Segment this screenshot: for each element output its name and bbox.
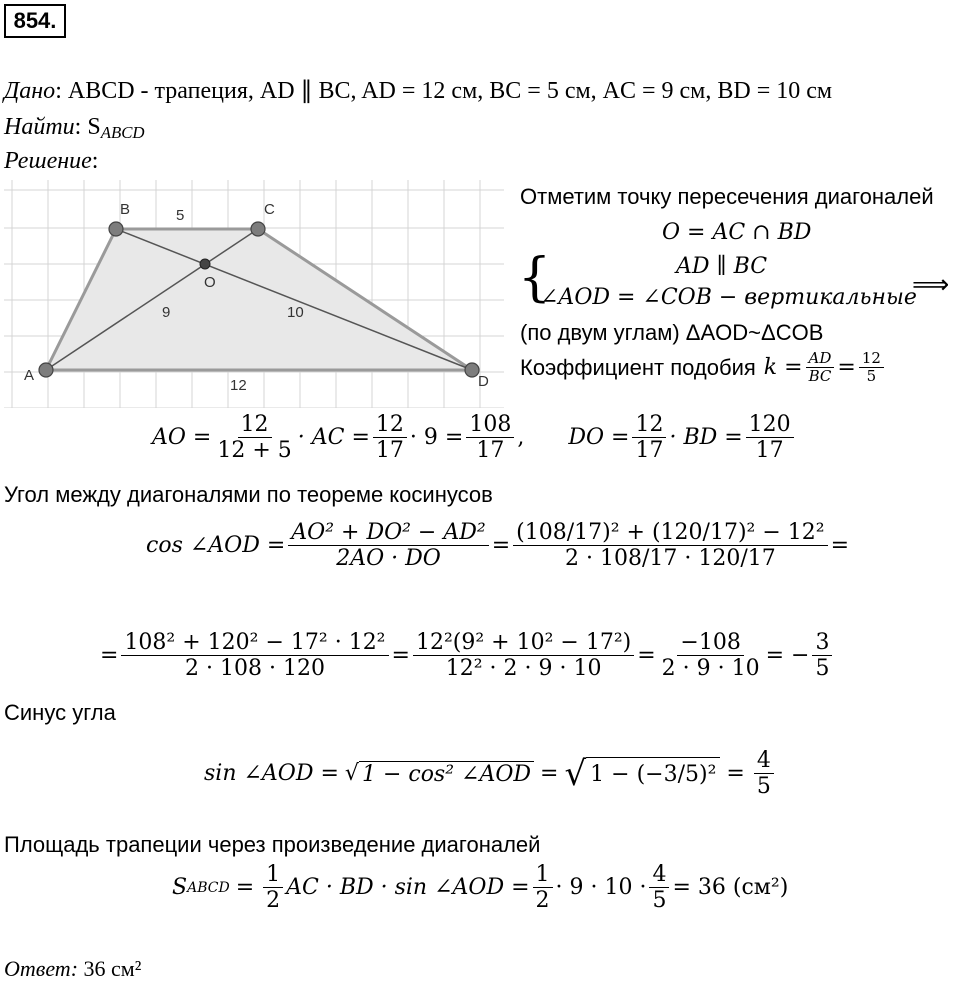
point-c bbox=[251, 222, 265, 236]
point-b bbox=[109, 222, 123, 236]
right-line-4-text: ∠AOD = ∠COB − вертикальные bbox=[540, 285, 917, 310]
implies-arrow: ⟹ bbox=[912, 270, 950, 299]
cos-big-num: (108/17)² + (120/17)² − 12² bbox=[513, 520, 827, 546]
ratio-prefix: Коэффициент подобия bbox=[520, 354, 756, 380]
point-o bbox=[200, 259, 210, 269]
area-q-num: 4 bbox=[649, 862, 669, 888]
cos-intro: Угол между диагоналями по теореме косинусов bbox=[4, 482, 493, 507]
ao-frac-2 bbox=[373, 412, 407, 464]
area-half-1 bbox=[263, 862, 283, 914]
do-f5-num: 120 bbox=[746, 412, 794, 438]
area-line: S ABCD = $\frac{1}{2}$ AC · BD · sin ∠AOD = $\frac{1}{2}$ · 9 · 10 · $\frac{4}{5}$ = 36 (см²) bbox=[172, 862, 789, 914]
area-s: S bbox=[172, 875, 188, 901]
area-mid: AC · BD · sin ∠AOD = bbox=[286, 875, 530, 901]
cos-big-den: 2 · 108/17 · 120/17 bbox=[564, 546, 776, 572]
cos-lhs: cos ∠AOD = bbox=[146, 533, 286, 559]
label-b: B bbox=[120, 201, 131, 218]
right-line-1: Отметим точку пересечения диагоналей bbox=[520, 184, 934, 209]
do-f4-num: 12 bbox=[632, 412, 666, 438]
ratio-den: BC bbox=[808, 367, 832, 386]
problem-number: 854. bbox=[4, 4, 66, 38]
cos2-f2-den: 12² · 2 · 9 · 10 bbox=[445, 656, 602, 682]
cos-f1-num: AO² + DO² − AD² bbox=[288, 520, 488, 546]
given-label: Дано bbox=[4, 78, 56, 104]
area-intro: Площадь трапеции через произведение диагоналей bbox=[4, 832, 541, 857]
cos-line-1 bbox=[146, 520, 849, 572]
cos2-f3-num: −108 bbox=[677, 630, 743, 656]
cos2-f1-den: 2 · 108 · 120 bbox=[185, 656, 325, 682]
do-mid: · BD = bbox=[669, 425, 743, 451]
area-quot bbox=[649, 862, 669, 914]
area-half-2 bbox=[533, 862, 553, 914]
sin-lhs: sin ∠AOD = bbox=[204, 761, 339, 787]
cos2-eq-1: = bbox=[391, 643, 410, 669]
cos2-f1-num: 108² + 120² − 17² · 12² bbox=[121, 630, 388, 656]
cos2-frac-2 bbox=[413, 630, 634, 682]
find-line bbox=[4, 114, 145, 141]
ao-lhs: AO = bbox=[152, 425, 212, 451]
solution-label: Решение bbox=[4, 148, 92, 174]
label-d: D bbox=[478, 373, 489, 390]
ao-f2-den: 17 bbox=[375, 438, 404, 464]
cos2-eq-0: = bbox=[100, 643, 119, 669]
find-sub: ABCD bbox=[100, 123, 145, 143]
label-a: A bbox=[24, 367, 35, 384]
sin-eq-2: = bbox=[726, 761, 745, 787]
sin-intro: Синус угла bbox=[4, 700, 116, 725]
ao-mid-1: · AC = bbox=[297, 425, 370, 451]
ao-f1-num: 12 bbox=[238, 412, 272, 438]
cos2-f4-num: 3 bbox=[812, 630, 832, 656]
do-lhs: DO = bbox=[568, 425, 630, 451]
ratio-value-num: 12 bbox=[859, 350, 884, 368]
right-line-5: (по двум углам) ΔAOD~ΔCOB bbox=[520, 320, 824, 345]
cos-eq-2: = bbox=[830, 533, 850, 559]
find-label: Найти bbox=[4, 114, 75, 140]
area-eq: = bbox=[235, 875, 255, 901]
sin-res-num: 4 bbox=[754, 748, 774, 774]
sin-res-den: 5 bbox=[756, 774, 771, 800]
sin-sqrt-2: 1 − (−3/5)² bbox=[586, 757, 720, 791]
label-bc-length: 5 bbox=[176, 207, 185, 224]
ratio-num: AD bbox=[806, 350, 835, 368]
cos2-f4-den: 5 bbox=[815, 656, 830, 682]
cos2-eq-2: = bbox=[637, 643, 656, 669]
answer-label: Ответ: bbox=[4, 956, 79, 981]
sin-eq-1: = bbox=[540, 761, 559, 787]
ao-do-line bbox=[152, 412, 797, 464]
ratio-frac bbox=[806, 350, 835, 386]
area-h1-num: 1 bbox=[263, 862, 283, 888]
ao-frac-3 bbox=[466, 412, 514, 464]
ao-frac-1 bbox=[214, 412, 294, 464]
label-ad-length: 12 bbox=[230, 377, 247, 394]
answer-line bbox=[4, 956, 141, 982]
system-brace: { bbox=[518, 248, 552, 308]
ao-f3-num: 108 bbox=[466, 412, 514, 438]
point-a bbox=[39, 363, 53, 377]
area-q-den: 5 bbox=[652, 888, 667, 914]
label-bd-length: 10 bbox=[287, 304, 304, 321]
ratio-k: k = bbox=[763, 355, 803, 381]
cos2-frac-3 bbox=[659, 630, 763, 682]
given-line bbox=[4, 76, 832, 105]
cos-line-2 bbox=[100, 630, 835, 682]
ao-f2-num: 12 bbox=[373, 412, 407, 438]
ao-comma: , bbox=[517, 425, 525, 451]
do-frac-2 bbox=[746, 412, 794, 464]
right-line-6 bbox=[520, 350, 887, 386]
sin-line bbox=[204, 748, 777, 800]
cos2-frac-4 bbox=[812, 630, 832, 682]
cos2-eq-3: = − bbox=[765, 643, 810, 669]
ao-mid-2: · 9 = bbox=[409, 425, 464, 451]
area-tail: = 36 (см²) bbox=[672, 875, 789, 901]
cos2-f3-den: 2 · 9 · 10 bbox=[661, 656, 760, 682]
sqrt-sign-2: √ bbox=[564, 753, 587, 794]
label-ac-length: 9 bbox=[162, 304, 171, 321]
find-text: : S bbox=[74, 114, 101, 140]
cos2-frac-1 bbox=[121, 630, 388, 682]
sqrt-sign-1: √ bbox=[344, 761, 359, 787]
given-text: : ABCD - трапеция, AD ∥ BC, AD = 12 см, BC = 5 см, AC = 9 см, BD = 10 см bbox=[55, 78, 833, 104]
area-h2-num: 1 bbox=[533, 862, 553, 888]
do-frac-1 bbox=[632, 412, 666, 464]
right-line-4 bbox=[540, 284, 917, 310]
right-line-2: O = AC ∩ BD bbox=[662, 220, 812, 245]
label-c: C bbox=[264, 201, 275, 218]
answer-value: 36 см² bbox=[83, 956, 142, 981]
ratio-value-den: 5 bbox=[866, 367, 877, 386]
sin-sqrt-1: 1 − cos² ∠AOD bbox=[359, 761, 534, 787]
area-h2-den: 2 bbox=[535, 888, 550, 914]
solution-line bbox=[4, 148, 98, 175]
ao-f1-den: 12 + 5 bbox=[217, 438, 292, 464]
sin-result-frac bbox=[754, 748, 774, 800]
solution-colon: : bbox=[91, 148, 99, 174]
label-o: O bbox=[204, 274, 216, 291]
area-mid-2: · 9 · 10 · bbox=[555, 875, 647, 901]
right-line-3: AD ∥ BC bbox=[676, 254, 768, 279]
do-f4-den: 17 bbox=[635, 438, 664, 464]
cos-eq-1: = bbox=[491, 533, 511, 559]
cos-big-frac bbox=[513, 520, 827, 572]
cos-f1-den: 2AO · DO bbox=[336, 546, 441, 572]
ratio-value-frac bbox=[859, 350, 884, 386]
cos2-f2-num: 12²(9² + 10² − 17²) bbox=[413, 630, 634, 656]
cos-frac-1 bbox=[288, 520, 488, 572]
area-h1-den: 2 bbox=[266, 888, 281, 914]
point-d bbox=[465, 363, 479, 377]
trapezoid-figure bbox=[4, 180, 504, 408]
do-f5-den: 17 bbox=[755, 438, 784, 464]
ratio-eq: = bbox=[837, 355, 856, 381]
ao-f3-den: 17 bbox=[476, 438, 505, 464]
